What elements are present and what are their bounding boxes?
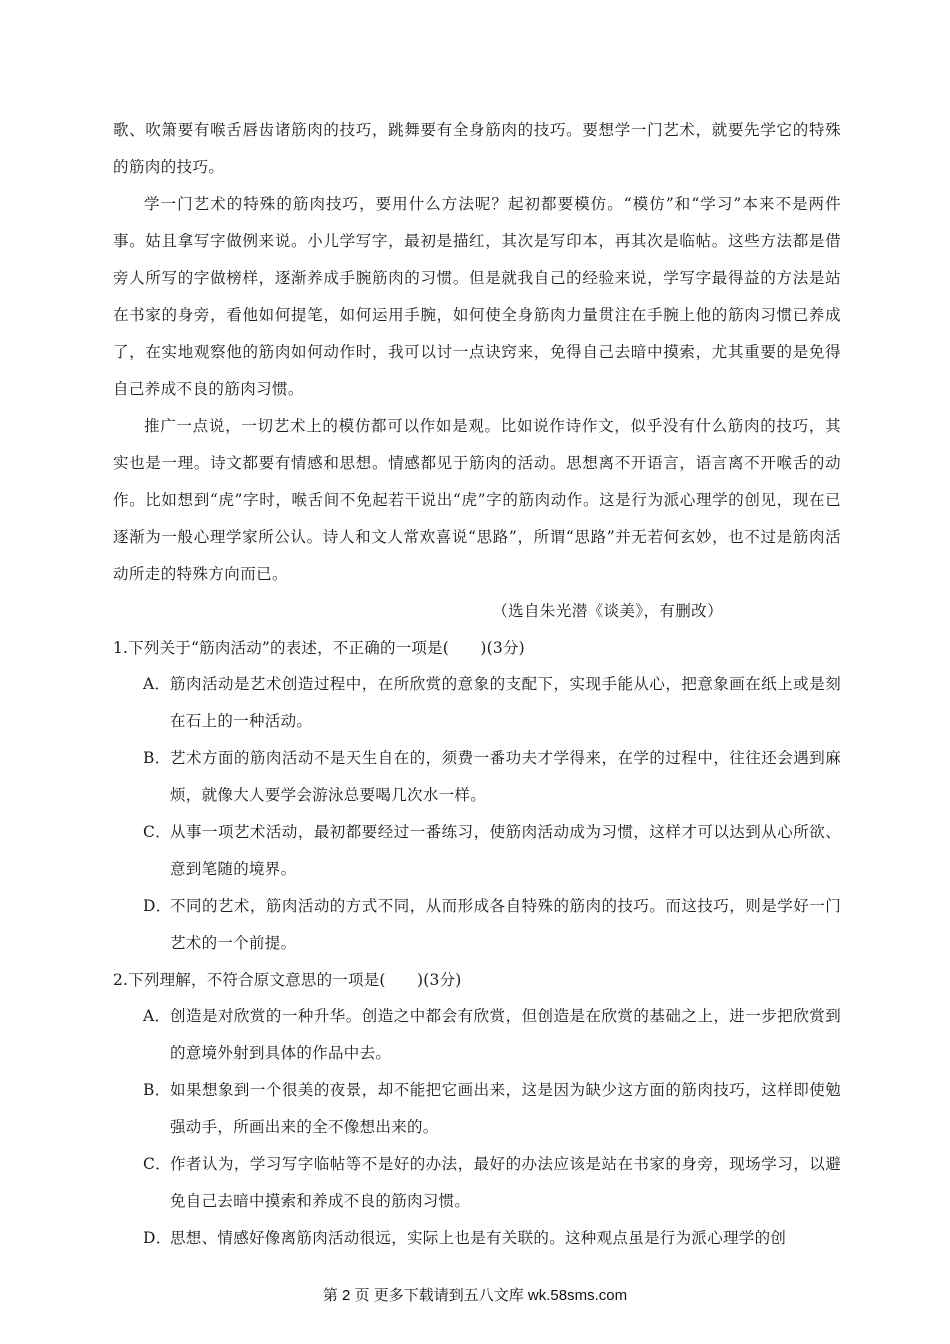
option-text: 不同的艺术，筋肉活动的方式不同，从而形成各自特殊的筋肉的技巧。而这技巧，则是学好一门艺术的一个前提。	[170, 897, 841, 952]
option-text: 从事一项艺术活动，最初都要经过一番练习，使筋肉活动成为习惯，这样才可以达到从心所欲、意到笔随的境界。	[170, 823, 841, 878]
passage-source: （选自朱光潜《谈美》，有删改）	[492, 602, 723, 620]
option-text: 艺术方面的筋肉活动不是天生自在的，须费一番功夫才学得来，在学的过程中，往往还会遇到麻烦，就像大人要学会游泳总要喝几次水一样。	[170, 749, 841, 804]
passage-paragraph-2: 学一门艺术的特殊的筋肉技巧，要用什么方法呢？起初都要模仿。“模仿”和“学习”本来不是两件事。姑且拿写字做例来说。小儿学写字，最初是描红，其次是写印本，再其次是临帖。这些方法都是借旁人所写的字做榜样，逐渐养成手腕筋肉的习惯。但是就我自己的经验来说，学写字最得益的方法是站在书家的身旁，看他如何提笔，如何运用手腕，如何使全身筋肉力量贯注在手腕上他的筋肉习惯已养成了，在实地观察他的筋肉如何动作时，我可以讨一点诀窍来，免得自己去暗中摸索，尤其重要的是免得自己养成不良的筋肉习惯。	[113, 195, 841, 398]
question-1	[113, 630, 841, 962]
option-text: 思想、情感好像离筋肉活动很远，实际上也是有关联的。这种观点虽是行为派心理学的创	[170, 1229, 787, 1247]
question-2	[113, 962, 841, 1257]
option-letter: B．	[143, 1081, 171, 1099]
option-c	[143, 1146, 841, 1220]
option-letter: D．	[143, 897, 172, 915]
question-options	[143, 998, 841, 1257]
question-stem: 1.下列关于“筋肉活动”的表述，不正确的一项是( )(3分)	[113, 639, 525, 657]
option-d	[143, 888, 841, 962]
option-letter: C．	[143, 823, 171, 841]
option-b	[143, 1072, 841, 1146]
option-letter: A．	[143, 675, 171, 693]
option-letter: A．	[143, 1007, 171, 1025]
option-letter: D．	[143, 1229, 172, 1247]
page-content	[113, 112, 841, 1257]
passage-paragraph-1: 歌、吹箫要有喉舌唇齿诸筋肉的技巧，跳舞要有全身筋肉的技巧。要想学一门艺术，就要先学它的特殊的筋肉的技巧。	[113, 121, 841, 176]
page-footer: 第 2 页 更多下载请到五八文库 wk.58sms.com	[322, 1287, 628, 1304]
option-a	[143, 998, 841, 1072]
option-c	[143, 814, 841, 888]
option-text: 创造是对欣赏的一种升华。创造之中都会有欣赏，但创造是在欣赏的基础之上，进一步把欣赏到的意境外射到具体的作品中去。	[170, 1007, 841, 1062]
option-b	[143, 740, 841, 814]
passage-paragraph-3: 推广一点说，一切艺术上的模仿都可以作如是观。比如说作诗作文，似乎没有什么筋肉的技巧，其实也是一理。诗文都要有情感和思想。情感都见于筋肉的活动。思想离不开语言，语言离不开喉舌的动作。比如想到“虎”字时，喉舌间不免起若干说出“虎”字的筋肉动作。这是行为派心理学的创见，现在已逐渐为一般心理学家所公认。诗人和文人常欢喜说“思路”，所谓“思路”并无若何玄妙，也不过是筋肉活动所走的特殊方向而已。	[113, 417, 841, 583]
option-text: 作者认为，学习写字临帖等不是好的办法，最好的办法应该是站在书家的身旁，现场学习，以避免自己去暗中摸索和养成不良的筋肉习惯。	[170, 1155, 841, 1210]
option-letter: C．	[143, 1155, 171, 1173]
option-a	[143, 666, 841, 740]
option-text: 如果想象到一个很美的夜景，却不能把它画出来，这是因为缺少这方面的筋肉技巧，这样即使勉强动手，所画出来的全不像想出来的。	[170, 1081, 841, 1136]
option-text: 筋肉活动是艺术创造过程中，在所欣赏的意象的支配下，实现手能从心，把意象画在纸上或是刻在石上的一种活动。	[170, 675, 841, 730]
option-letter: B．	[143, 749, 171, 767]
question-stem: 2.下列理解，不符合原文意思的一项是( )(3分)	[113, 971, 462, 989]
question-options	[143, 666, 841, 962]
option-d	[143, 1220, 841, 1257]
